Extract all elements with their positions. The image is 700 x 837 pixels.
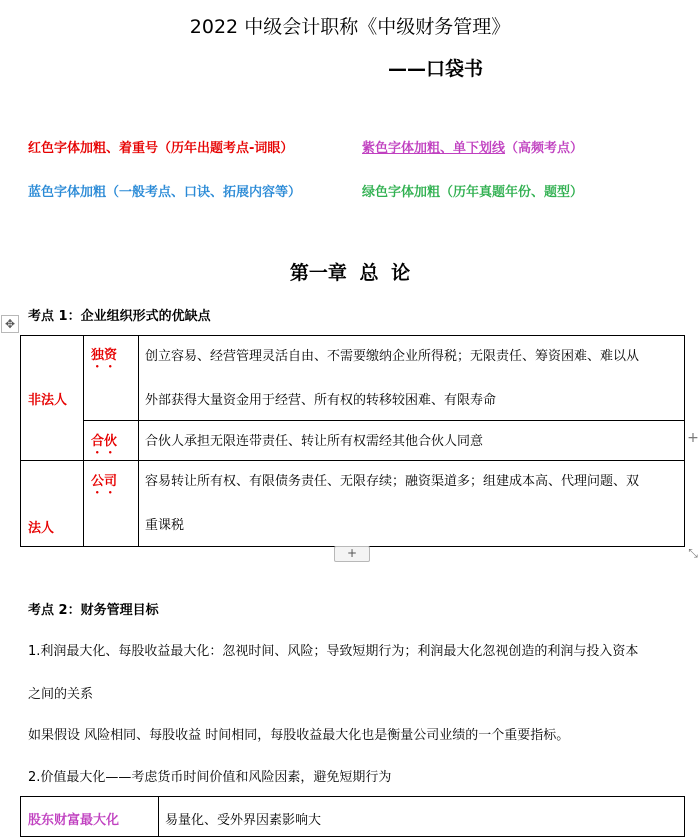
- paragraph-1-line-2: 之间的关系: [28, 687, 94, 702]
- goal-description: 易量化、受外界因素影响大: [159, 797, 685, 837]
- document-subtitle: ——口袋书: [388, 58, 484, 80]
- type-text: 合伙: [91, 434, 118, 449]
- group-label-nonlegal: 非法人: [21, 336, 84, 461]
- legend-green: 绿色字体加粗（历年真题年份、题型）: [362, 185, 584, 200]
- table-move-icon[interactable]: ✥: [1, 315, 19, 333]
- type-label: [84, 461, 139, 547]
- description-cell: [139, 461, 685, 547]
- legend-purple-underlined: [362, 141, 583, 156]
- description-line: 合伙人承担无限连带责任、转让所有权需经其他合伙人同意: [145, 434, 484, 449]
- table-row: [21, 336, 685, 421]
- legend-purple: [362, 137, 583, 156]
- table-row: [21, 461, 685, 547]
- paragraph-2: 如果假设 风险相同、每股收益 时间相同，每股收益最大化也是衡量公司业绩的一个重要指标。: [28, 728, 570, 743]
- paragraph-3: 2.价值最大化——考虑货币时间价值和风险因素，避免短期行为: [28, 770, 392, 785]
- description-line: 容易转让所有权、有限债务责任、无限存续；融资渠道多；组建成本高、代理问题、双: [145, 474, 640, 489]
- description-line: 外部获得大量资金用于经营、所有权的转移较困难、有限寿命: [145, 393, 497, 408]
- point2-heading: 考点 2：财务管理目标: [28, 603, 159, 618]
- table-resize-icon[interactable]: ⤡: [688, 546, 698, 560]
- paragraph-1-line-1: 1.利润最大化、每股收益最大化：忽视时间、风险；导致短期行为；利润最大化忽视创造的利润与投入资本: [28, 644, 639, 659]
- description-cell: [139, 421, 685, 461]
- description-cell: [139, 336, 685, 421]
- goal-label: 股东财富最大化: [21, 797, 159, 837]
- type-text: 独资: [91, 348, 118, 363]
- document-title: 2022 中级会计职称《中级财务管理》: [189, 16, 511, 38]
- group-label-legal: 法人: [21, 461, 84, 547]
- description-line: 创立容易、经营管理灵活自由、不需要缴纳企业所得税；无限责任、筹资困难、难以从: [145, 349, 640, 364]
- table-row: [21, 421, 685, 461]
- add-row-icon[interactable]: +: [334, 546, 370, 562]
- add-column-icon[interactable]: +: [687, 430, 699, 446]
- type-label: [84, 336, 139, 421]
- point1-heading: 考点 1：企业组织形式的优缺点: [28, 309, 211, 324]
- chapter-title: 第一章 总 论: [289, 262, 411, 284]
- goals-table: [20, 796, 685, 837]
- type-text: 公司: [91, 474, 118, 489]
- legend-blue: 蓝色字体加粗（一般考点、口诀、拓展内容等）: [28, 185, 302, 200]
- table-row: [21, 797, 685, 837]
- legend-purple-main: 紫色字体加粗、单下划线: [362, 141, 506, 156]
- org-forms-table: [20, 335, 685, 547]
- legend-purple-note: （高频考点）: [505, 141, 584, 156]
- description-line: 重课税: [145, 518, 185, 533]
- legend-red: 红色字体加粗、着重号（历年出题考点-词眼）: [28, 141, 294, 156]
- type-label: [84, 421, 139, 461]
